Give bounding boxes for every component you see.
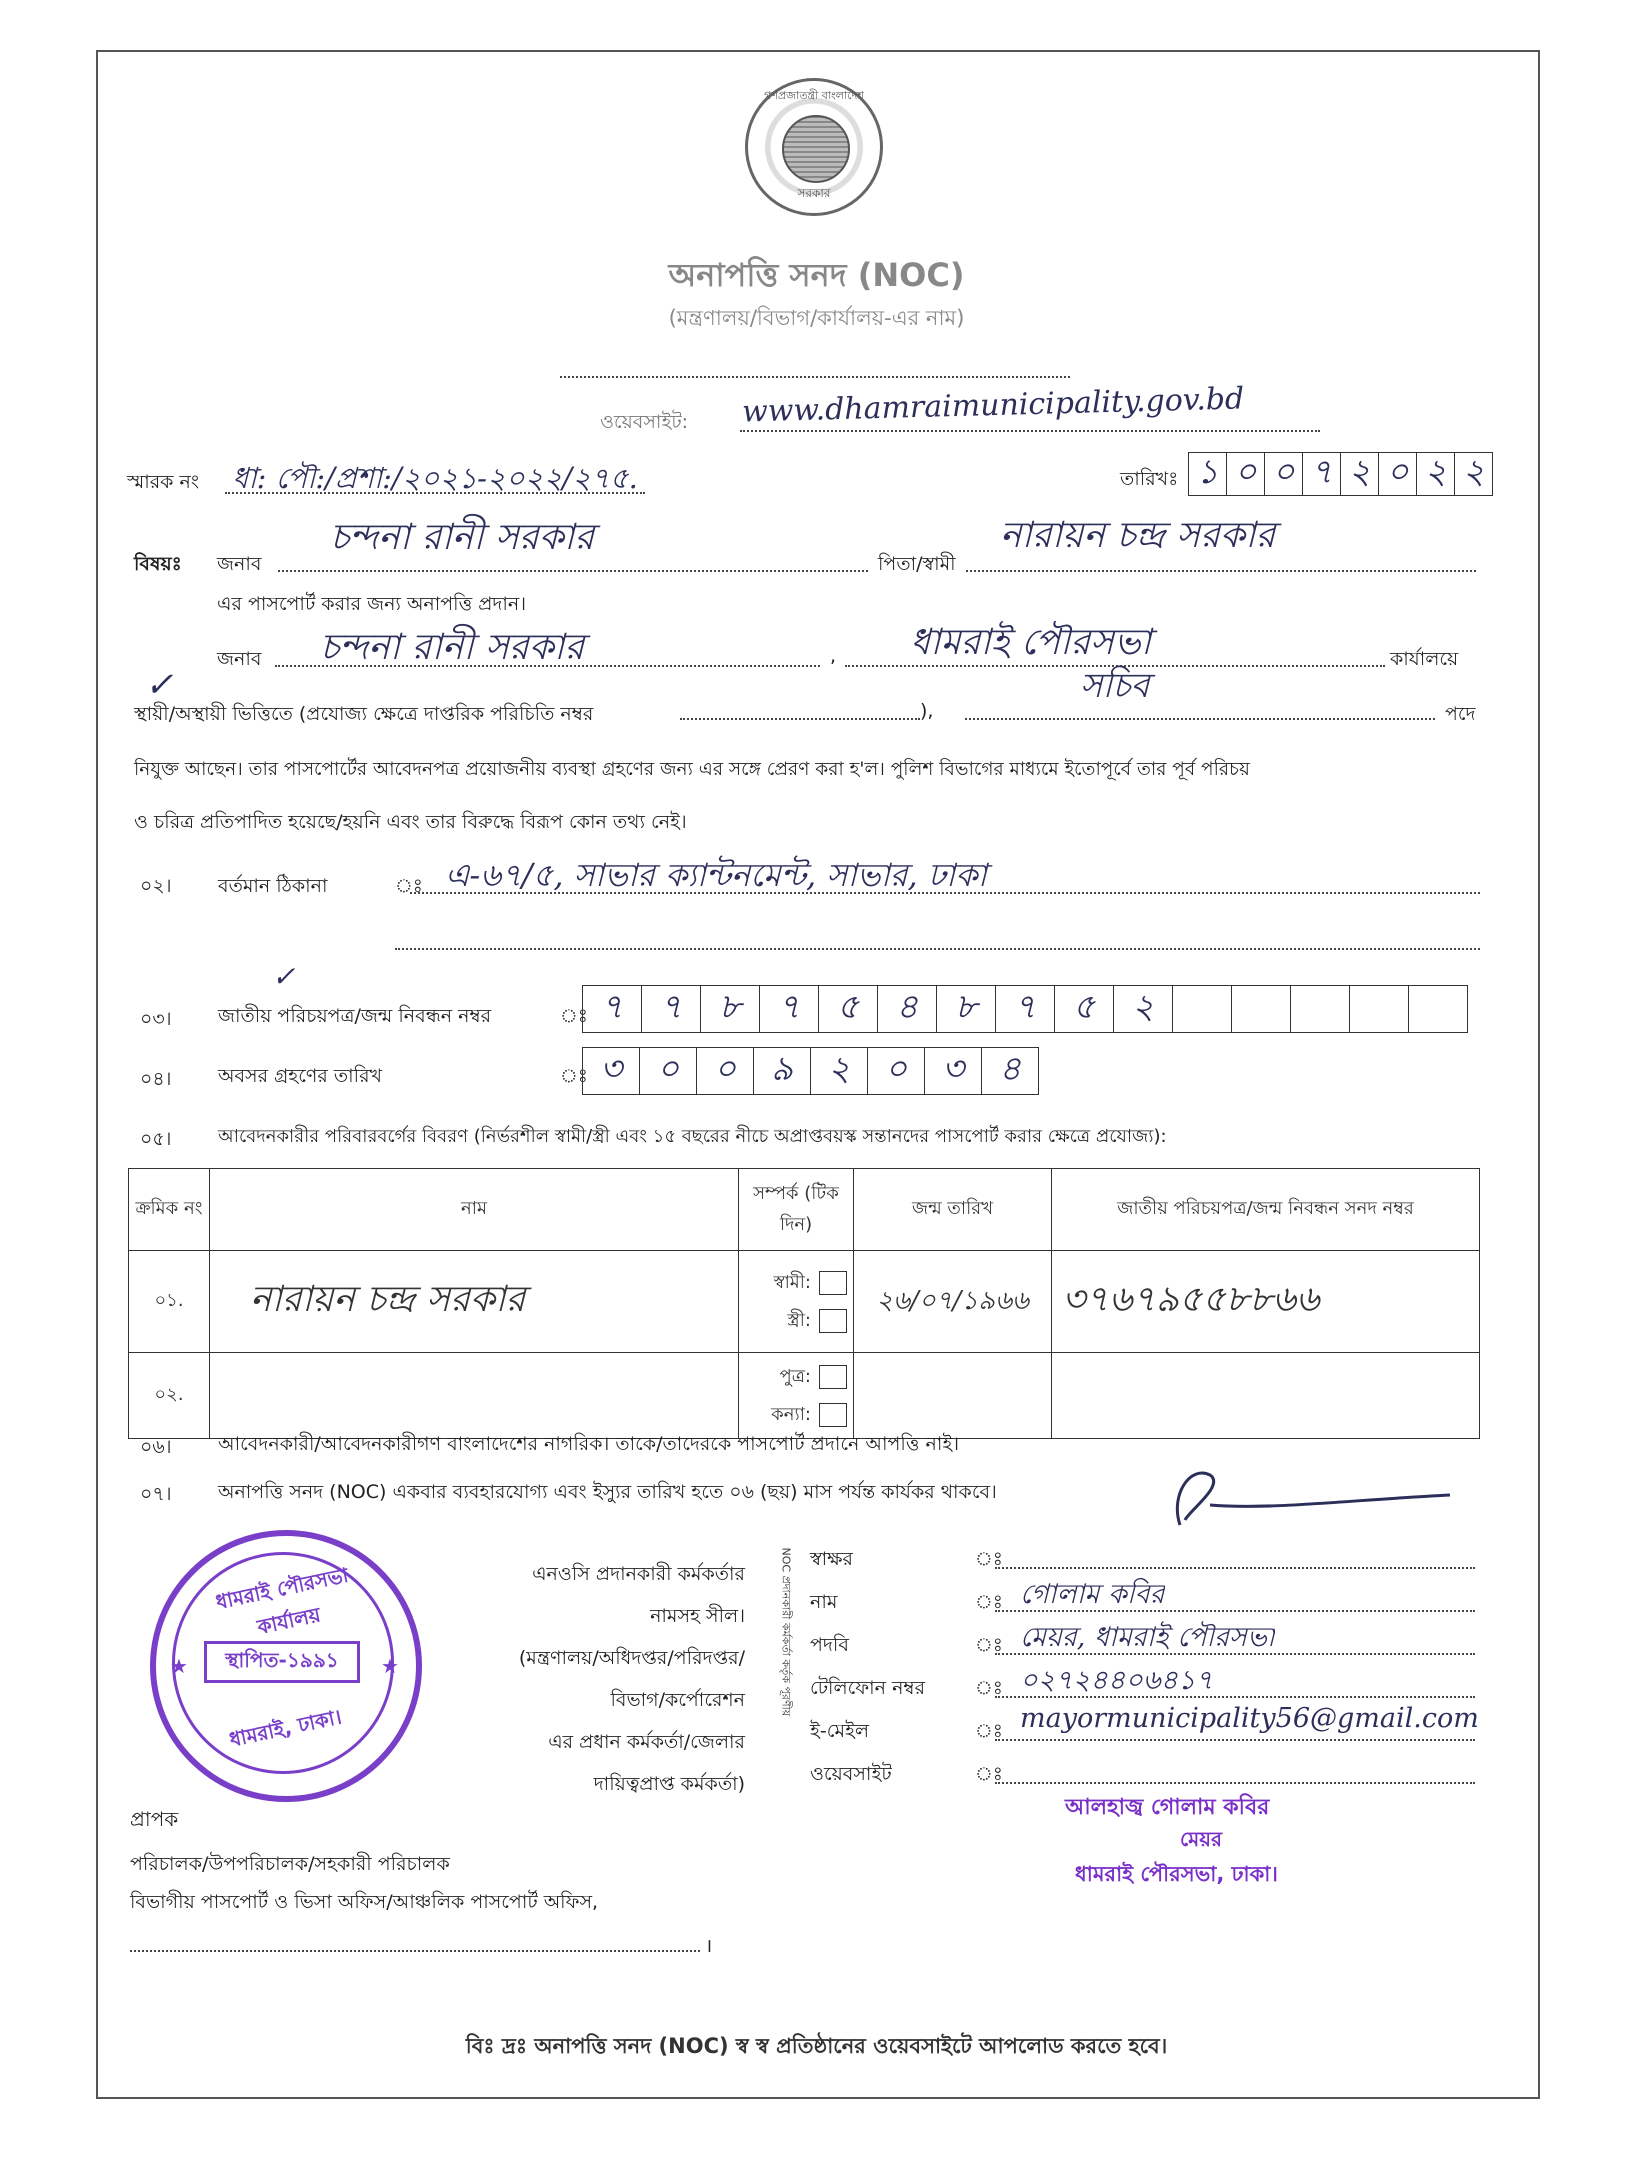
recipient-line-2: বিভাগীয় পাসপোর্ট ও ভিসা অফিস/আঞ্চলিক পাসপোর্ট অফিস, [130, 1891, 599, 1913]
table-row [129, 1251, 1480, 1353]
website-label: ওয়েবসাইট: [600, 411, 689, 433]
signature-field-colon: ঃ [975, 1591, 1003, 1613]
father-label: পিতা/স্বামী [878, 553, 956, 575]
digit-box: ৭ [1303, 452, 1341, 496]
nid-boxes [582, 985, 1468, 1033]
row-relation [739, 1353, 854, 1439]
date-boxes [1188, 452, 1493, 496]
municipality-stamp [150, 1530, 422, 1802]
signature-field-line [995, 1567, 1475, 1569]
father-line [966, 570, 1476, 572]
signature-field-label: ই-মেইল [810, 1720, 870, 1742]
memo-line [225, 492, 645, 494]
signature-field-label: স্বাক্ষর [810, 1548, 853, 1570]
designation-line [965, 718, 1435, 720]
digit-box: ০ [1379, 452, 1417, 496]
officer-line-3: (মন্ত্রণালয়/অধিদপ্তর/পরিদপ্তর/ [518, 1647, 745, 1669]
wife-checkbox[interactable] [819, 1309, 847, 1333]
digit-box: ৭ [642, 985, 701, 1033]
row-nid [1052, 1353, 1480, 1439]
row-serial: ০১. [129, 1251, 210, 1353]
digit-box: ৪ [982, 1047, 1039, 1095]
signature-field-value: mayormunicipality56@gmail.com [1020, 1703, 1479, 1734]
stamp-bottom-text: ধামরাই, ঢাকা। [227, 1704, 344, 1752]
signature-field-colon: ঃ [975, 1720, 1003, 1742]
signature-field-label: টেলিফোন নম্বর [810, 1677, 926, 1699]
emblem-bottom-text: সরকার [797, 186, 831, 200]
row-name: নারায়ন চন্দ্র সরকার [210, 1251, 739, 1353]
officer-line-4: বিভাগ/কর্পোরেশন [610, 1689, 745, 1711]
comma: , [830, 645, 837, 667]
retire-boxes [582, 1047, 1039, 1095]
digit-box: ১ [1188, 452, 1227, 496]
digit-box: ২ [1341, 452, 1379, 496]
address-line-1 [410, 892, 1480, 894]
item-06-number: ০৬। [140, 1436, 172, 1458]
table-row [129, 1353, 1480, 1439]
husband-checkbox[interactable] [819, 1271, 847, 1295]
row-dob [854, 1353, 1052, 1439]
memo-label: স্মারক নং [127, 471, 200, 493]
signature-field-colon: ঃ [975, 1677, 1003, 1699]
header-nid: জাতীয় পরিচয়পত্র/জন্ম নিবন্ধন সনদ নম্বর [1052, 1169, 1480, 1251]
vertical-note [775, 1548, 797, 1798]
header-relation: সম্পর্ক (টিক দিন) [739, 1169, 854, 1251]
signature-field-line [995, 1782, 1475, 1784]
noc-officer-block [470, 1553, 745, 1805]
digit-box: ৭ [996, 985, 1055, 1033]
address-label: বর্তমান ঠিকানা [218, 875, 328, 897]
digit-box: ৭ [582, 985, 642, 1033]
signature-scribble [1150, 1455, 1470, 1535]
header-dob: জন্ম তারিখ [854, 1169, 1052, 1251]
post-suffix: পদে [1445, 703, 1476, 725]
digit-box: ৮ [701, 985, 760, 1033]
header-name: নাম [210, 1169, 739, 1251]
officer-line-6: দায়িত্বপ্রাপ্ত কর্মকর্তা) [593, 1773, 745, 1795]
retire-colon: ঃ [560, 1065, 588, 1087]
digit-box: ৩ [925, 1047, 982, 1095]
digit-box: ৩ [582, 1047, 640, 1095]
recipient-office-line [130, 1950, 700, 1952]
stamp-star-right: ★ [381, 1654, 399, 1678]
date-label: তারিখঃ [1120, 468, 1179, 490]
address-colon: ঃ [395, 875, 423, 897]
tick-mark: ✓ [145, 665, 174, 705]
digit-box: ৪ [878, 985, 937, 1033]
relation-son-label: পুত্র: [779, 1365, 811, 1387]
stamp-star-left: ★ [170, 1654, 188, 1678]
signature-field-value: ০২৭২৪৪০৬৪১৭ [1020, 1665, 1213, 1696]
digit-box: ৮ [937, 985, 996, 1033]
digit-box: ০ [1227, 452, 1265, 496]
digit-box: ২ [811, 1047, 868, 1095]
row-dob: ২৬/০৭/১৯৬৬ [854, 1251, 1052, 1353]
father-name: নারায়ন চন্দ্র সরকার [1000, 515, 1276, 556]
digit-box: ২ [1417, 452, 1455, 496]
signature-field-label: নাম [810, 1591, 838, 1613]
website-line [740, 430, 1320, 432]
subject-mr-label: জনাব [217, 553, 262, 575]
nid-colon: ঃ [560, 1005, 588, 1027]
mayor-office: ধামরাই পৌরসভা, ঢাকা। [1075, 1862, 1278, 1886]
relation-daughter-label: কন্যা: [771, 1403, 811, 1425]
row-nid: ৩৭৬৭৯৫৫৮৮৬৬ [1052, 1251, 1480, 1353]
relation-wife-label: স্ত্রী: [787, 1309, 811, 1331]
digit-box: ৭ [760, 985, 819, 1033]
header-serial: ক্রমিক নং [129, 1169, 210, 1251]
row-serial: ০২. [129, 1353, 210, 1439]
signature-field-label: ওয়েবসাইট [810, 1763, 892, 1785]
official-id-line [680, 718, 920, 720]
signature-field-value: গোলাম কবির [1020, 1579, 1165, 1610]
family-label: আবেদনকারীর পরিবারবর্গের বিবরণ (নির্ভরশীল স্বামী/স্ত্রী এবং ১৫ বছরের নীচে অপ্রাপ্তবয়স্ক সন্তানদের পাসপোর্ট করার ক্ষেত্রে প্রযোজ্য): [218, 1126, 1167, 1147]
tick-mark-2: ✓ [272, 960, 296, 993]
emblem-center [782, 115, 850, 183]
status-line-end: ), [920, 700, 934, 722]
page-title: অনাপত্তি সনদ (NOC) [668, 256, 965, 294]
address-value: এ-৬৭/৫, সাভার ক্যান্টনমেন্ট, সাভার, ঢাকা [445, 856, 987, 894]
digit-box: ৯ [754, 1047, 811, 1095]
signature-field-label: পদবি [810, 1634, 849, 1656]
digit-box: ২ [1114, 985, 1173, 1033]
digit-box [1350, 985, 1409, 1033]
footer-note: বিঃ দ্রঃ অনাপত্তি সনদ (NOC) স্ব স্ব প্রতিষ্ঠানের ওয়েবসাইটে আপলোড করতে হবে। [465, 2034, 1168, 2058]
digit-box: ০ [1265, 452, 1303, 496]
citizen-line: আবেদনকারী/আবেদনকারীগণ বাংলাদেশের নাগরিক। তাকে/তাদেরকে পাসপোর্ট প্রদানে আপত্তি নাই। [218, 1433, 960, 1455]
office-name: ধামরাই পৌরসভা [910, 622, 1152, 663]
stamp-top-text: ধামরাই পৌরসভা কার্যালয় [213, 1562, 351, 1640]
subject-line: এর পাসপোর্ট করার জন্য অনাপত্তি প্রদান। [217, 593, 527, 615]
son-checkbox[interactable] [819, 1365, 847, 1389]
digit-box: ৫ [819, 985, 878, 1033]
address-line-2 [395, 948, 1480, 950]
signature-field-colon: ঃ [975, 1634, 1003, 1656]
recipient-line-1: পরিচালক/উপপরিচালক/সহকারী পরিচালক [130, 1853, 450, 1875]
character-line: ও চরিত্র প্রতিপাদিত হয়েছে/হয়নি এবং তার বিরুদ্ধে বিরূপ কোন তথ্য নেই। [134, 811, 687, 833]
digit-box [1232, 985, 1291, 1033]
recipient-label: প্রাপক [130, 1807, 179, 1831]
item-02-number: ০২। [140, 875, 172, 897]
stamp-center-text: স্থাপিত-১৯৯১ [204, 1641, 360, 1683]
digit-box [1291, 985, 1350, 1033]
subject-label: বিষয়ঃ [134, 553, 182, 575]
digit-box: ০ [697, 1047, 754, 1095]
item-03-number: ০৩। [140, 1008, 172, 1030]
officer-line-5: এর প্রধান কর্মকর্তা/জেলার [548, 1731, 745, 1753]
digit-box: ০ [640, 1047, 697, 1095]
office-suffix: কার্যালয়ে [1390, 648, 1459, 670]
body-name: চন্দনা রানী সরকার [320, 627, 585, 668]
family-table [128, 1168, 1480, 1439]
officer-line-1: এনওসি প্রদানকারী কর্মকর্তার [532, 1563, 745, 1585]
row-relation [739, 1251, 854, 1353]
item-07-number: ০৭। [140, 1483, 172, 1505]
digit-box: ০ [868, 1047, 925, 1095]
emblem-top-text: গণপ্রজাতন্ত্রী বাংলাদেশ [764, 89, 864, 102]
signature-field-value: মেয়র, ধামরাই পৌরসভা [1020, 1622, 1275, 1653]
appointment-line: নিযুক্ত আছেন। তার পাসপোর্টের আবেদনপত্র প্রয়োজনীয় ব্যবস্থা গ্রহণের জন্য এর সঙ্গে প্রেরণ করা হ'ল। পুলিশ বিভাগের মাধ্যমে ইতোপূর্বে তার পূর্ব পরিচয় [134, 759, 1250, 780]
subject-name: চন্দনা রানী সরকার [330, 517, 595, 558]
subject-name-line [278, 570, 868, 572]
vertical-note-text: NOC প্রদানকারী কর্মকর্তা কর্তৃক পূরণীয় [779, 1547, 793, 1717]
website-value: www.dhamraimunicipality.gov.bd [741, 381, 1245, 430]
body-mr-label: জনাব [217, 648, 262, 670]
digit-box: ৫ [1055, 985, 1114, 1033]
digit-box [1173, 985, 1232, 1033]
daughter-checkbox[interactable] [819, 1403, 847, 1427]
recipient-end: । [705, 1935, 713, 1957]
signature-field-colon: ঃ [975, 1763, 1003, 1785]
item-04-number: ০৪। [140, 1068, 172, 1090]
page-subtitle: (মন্ত্রণালয়/বিভাগ/কার্যালয়-এর নাম) [668, 306, 965, 330]
digit-box [1409, 985, 1468, 1033]
row-name [210, 1353, 739, 1439]
validity-line: অনাপত্তি সনদ (NOC) একবার ব্যবহারযোগ্য এবং ইস্যুর তারিখ হতে ০৬ (ছয়) মাস পর্যন্ত কার্যকর থাকবে। [218, 1481, 997, 1503]
nid-label: জাতীয় পরিচয়পত্র/জন্ম নিবন্ধন নম্বর [218, 1005, 492, 1027]
retire-label: অবসর গ্রহণের তারিখ [218, 1065, 383, 1087]
signature-field-line [995, 1739, 1475, 1741]
status-line: স্থায়ী/অস্থায়ী ভিত্তিতে (প্রযোজ্য ক্ষেত্রে দাপ্তরিক পরিচিতি নম্বর [134, 703, 594, 725]
ministry-name-line [560, 376, 1070, 378]
relation-husband-label: স্বামী: [773, 1271, 811, 1293]
body-name-line [275, 665, 820, 667]
mayor-name: আলহাজ্ব গোলাম কবির [1065, 1795, 1270, 1820]
designation: সচিব [1080, 666, 1150, 706]
item-05-number: ০৫। [140, 1128, 172, 1150]
mayor-title: মেয়র [1180, 1827, 1223, 1851]
government-emblem [745, 78, 883, 216]
digit-box: ২ [1455, 452, 1493, 496]
memo-value: ধা: পৌ:/প্রশা:/২০২১-২০২২/২৭৫. [232, 461, 638, 495]
signature-field-colon: ঃ [975, 1548, 1003, 1570]
officer-line-2: নামসহ সীল। [650, 1605, 745, 1627]
